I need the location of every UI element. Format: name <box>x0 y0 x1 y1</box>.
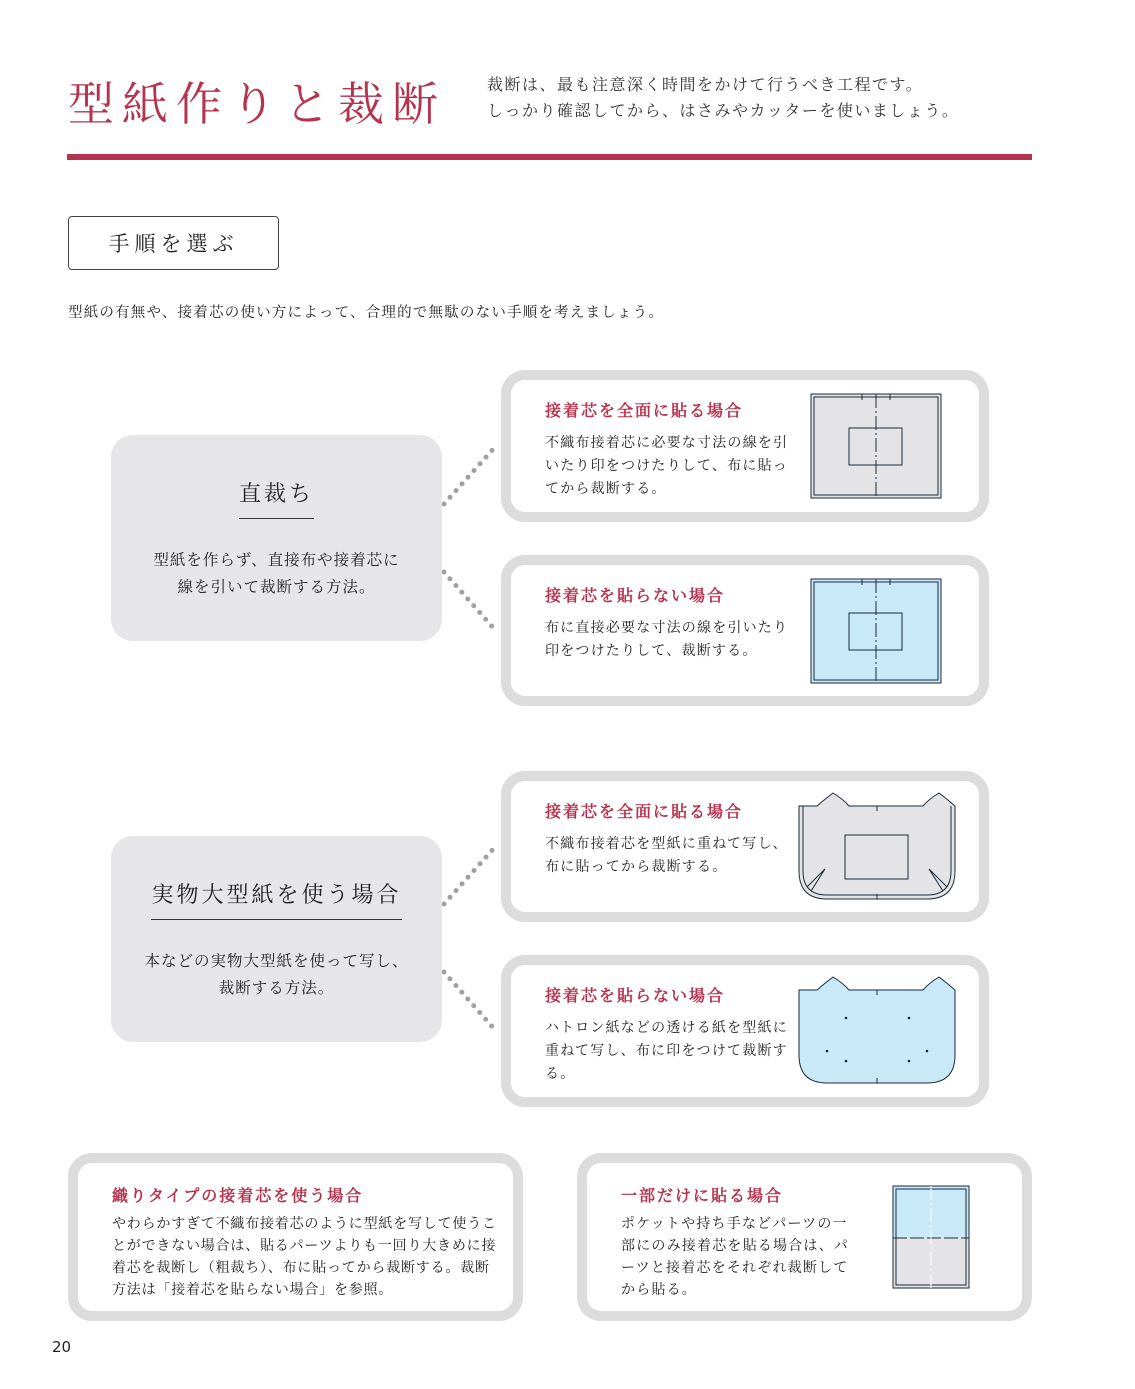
note-desc: ポケットや持ち手などパーツの一部にのみ接着芯を貼る場合は、パーツと接着芯をそれぞれ裁断してから貼る。 <box>621 1216 849 1298</box>
page-number: 20 <box>52 1338 72 1356</box>
case-title: 接着芯を全面に貼る場合 <box>545 802 744 821</box>
rect-fabric-illustration <box>810 578 944 686</box>
method-full-size-pattern <box>111 836 442 1042</box>
bag-fabric-illustration <box>797 975 963 1085</box>
case-card <box>501 955 989 1107</box>
note-desc: やわらかすぎて不織布接着芯のように型紙を写して使うことができない場合は、貼るパーツよりも一回り大きめに接着芯を裁断し（粗裁ち）、布に貼ってから裁断する。裁断方法は「接着芯を貼らない場合」を参照。 <box>112 1216 497 1298</box>
note-title: 一部だけに貼る場合 <box>621 1186 784 1205</box>
case-card <box>501 771 989 922</box>
lead-line: 裁断は、最も注意深く時間をかけて行うべき工程です。 <box>487 75 924 94</box>
method-title: 直裁ち <box>239 477 314 519</box>
case-title: 接着芯を全面に貼る場合 <box>545 401 744 420</box>
case-desc: 布に直接必要な寸法の線を引いたり印をつけたりして、裁断する。 <box>545 620 789 659</box>
page-title: 型紙作りと裁断 <box>68 77 446 131</box>
case-desc: 不織布接着芯に必要な寸法の線を引いたり印をつけたりして、布に貼ってから裁断する。 <box>545 435 789 497</box>
method-desc: 本などの実物大型紙を使って写し、 裁断する方法。 <box>144 952 409 997</box>
method-direct-cut <box>111 435 442 641</box>
case-desc: 不織布接着芯を型紙に重ねて写し、布に貼ってから裁断する。 <box>545 836 788 875</box>
partial-interfacing-illustration <box>892 1185 972 1291</box>
method-desc: 型紙を作らず、直接布や接着芯に 線を引いて裁断する方法。 <box>153 551 400 596</box>
case-title: 接着芯を貼らない場合 <box>545 586 726 605</box>
case-card <box>501 370 989 522</box>
section-heading: 手順を選ぶ <box>68 216 279 270</box>
case-desc: ハトロン紙などの透ける紙を型紙に重ねて写し、布に印をつけて裁断する。 <box>545 1020 788 1082</box>
section-intro: 型紙の有無や、接着芯の使い方によって、合理的で無駄のない手順を考えましょう。 <box>68 305 665 321</box>
case-card <box>501 555 989 706</box>
bag-interfacing-illustration <box>797 791 963 901</box>
method-title: 実物大型紙を使う場合 <box>151 878 401 920</box>
note-title: 織りタイプの接着芯を使う場合 <box>112 1186 364 1205</box>
rect-interfacing-illustration <box>810 393 944 501</box>
note-card <box>577 1153 1032 1321</box>
lead-line: しっかり確認してから、はさみやカッターを使いましょう。 <box>487 101 960 120</box>
note-card <box>68 1153 523 1321</box>
case-title: 接着芯を貼らない場合 <box>545 986 726 1005</box>
